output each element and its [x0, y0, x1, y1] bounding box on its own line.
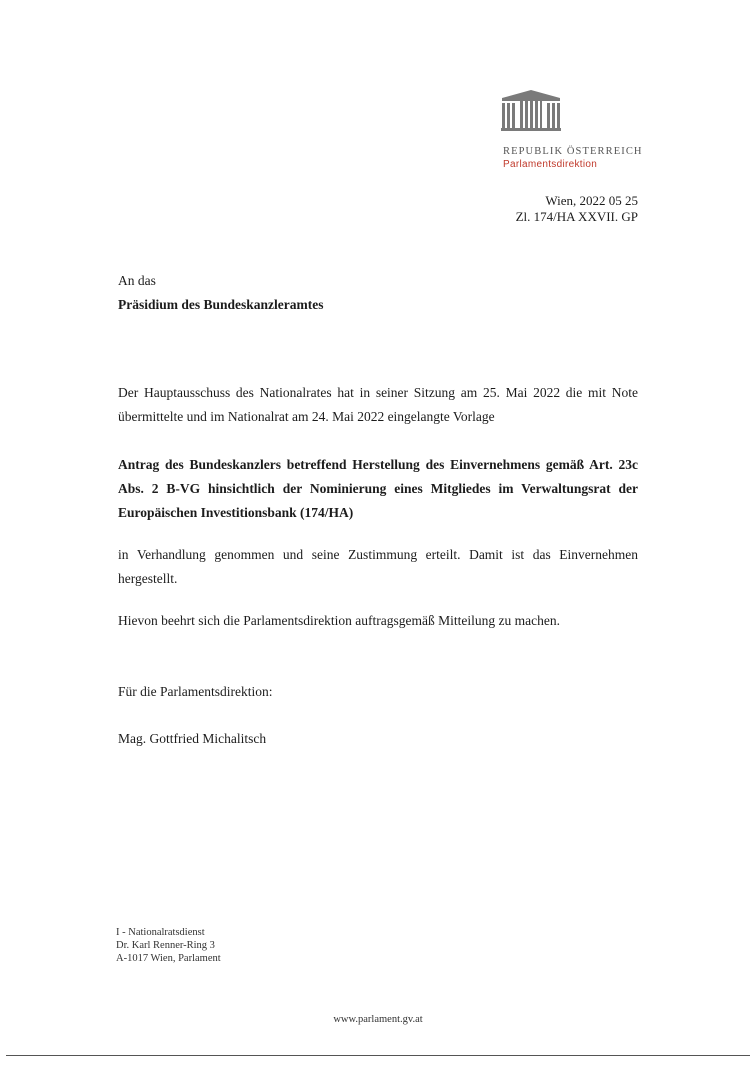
closing-line: Für die Parlamentsdirektion: [118, 684, 273, 699]
website-link[interactable]: www.parlament.gv.at [333, 1014, 423, 1025]
reference-number: Zl. 174/HA XXVII. GP [515, 209, 638, 224]
subject-heading: Antrag des Bundeskanzlers betreffend Herstellung des Einvernehmens gemäß Art. 23c Abs. 2 B-VG hinsichtlich der Nominierung eines Mitgliedes im Verwaltungsrat der Europäischen Investitionsbank (174/HA) [118, 457, 638, 520]
sender-address [116, 926, 221, 965]
sender-department: I - Nationalratsdienst [116, 927, 205, 938]
place-date: Wien, 2022 05 25 [545, 193, 638, 208]
org-department: Parlamentsdirektion [503, 159, 598, 170]
bottom-divider [6, 1055, 750, 1056]
body-paragraph-notice: Hievon beehrt sich die Parlamentsdirektion auftragsgemäß Mitteilung zu machen. [118, 613, 560, 628]
body-paragraph-result: in Verhandlung genommen und seine Zustimmung erteilt. Damit ist das Einvernehmen hergestellt. [118, 547, 638, 586]
recipient-block [118, 269, 324, 317]
org-name: REPUBLIK ÖSTERREICH [503, 146, 643, 157]
recipient-salutation: An das [118, 273, 156, 288]
sender-city: A-1017 Wien, Parlament [116, 953, 221, 964]
body-paragraph-intro: Der Hauptausschuss des Nationalrates hat in seiner Sitzung am 25. Mai 2022 die mit Note übermittelte und im Nationalrat am 24. Mai 2022 eingelangte Vorlage [118, 385, 638, 424]
recipient-name: Präsidium des Bundeskanzleramtes [118, 297, 324, 312]
signatory-name: Mag. Gottfried Michalitsch [118, 731, 267, 746]
parliament-building-icon [500, 88, 562, 132]
sender-street: Dr. Karl Renner-Ring 3 [116, 940, 215, 951]
letter-meta [516, 193, 638, 225]
